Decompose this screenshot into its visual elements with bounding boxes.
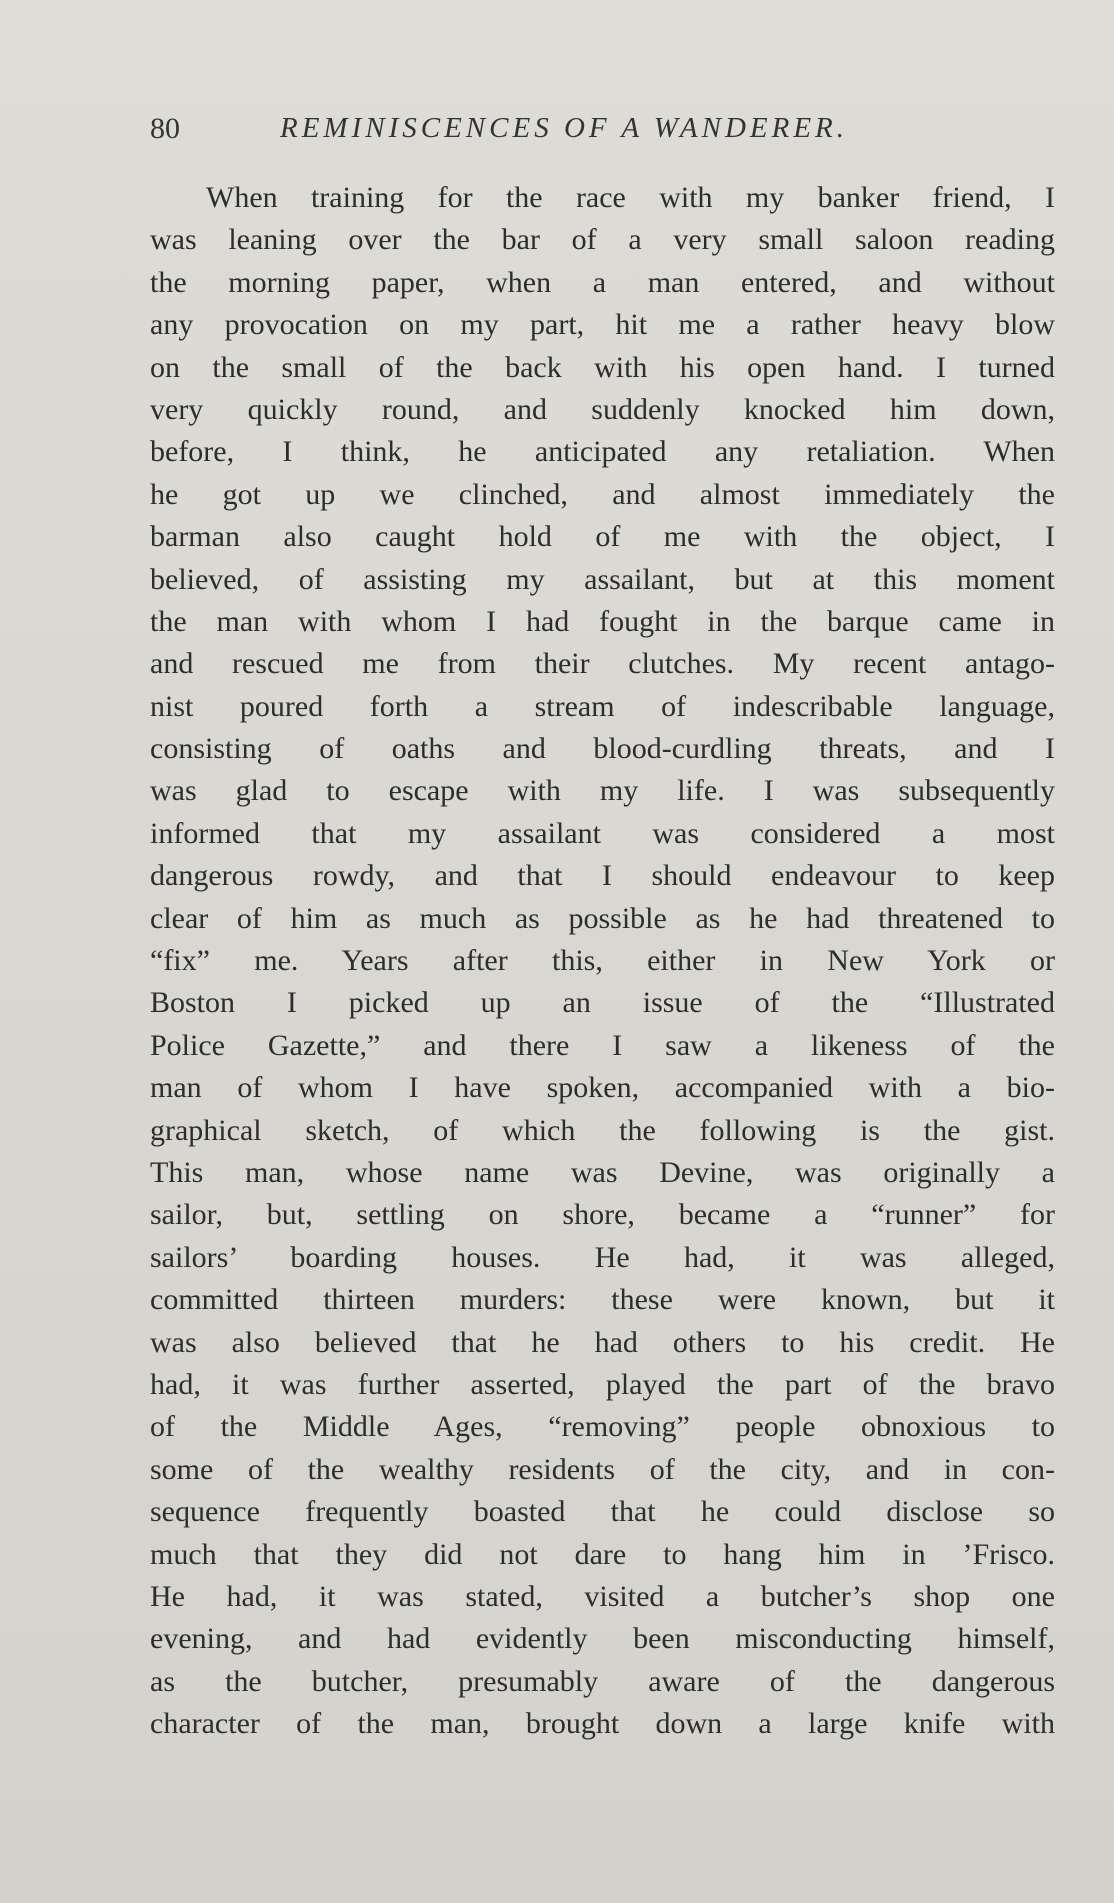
page-header: [150, 112, 930, 152]
text-line: believed, of assisting my assailant, but at this moment: [150, 562, 1055, 596]
body-text: [150, 177, 1055, 1745]
text-line: barman also caught hold of me with the object, I: [150, 520, 1055, 554]
text-line: consisting of oaths and blood-curdling threats, and I: [150, 732, 1055, 766]
text-line: was glad to escape with my life. I was subsequently: [150, 774, 1055, 808]
text-line: of the Middle Ages, “removing” people obnoxious to: [150, 1410, 1055, 1444]
text-line: man of whom I have spoken, accompanied with a bio-: [150, 1071, 1055, 1105]
text-line: and rescued me from their clutches. My recent antago-: [150, 647, 1055, 681]
text-line: the morning paper, when a man entered, and without: [150, 265, 1055, 299]
text-line: nist poured forth a stream of indescribable language,: [150, 689, 1055, 723]
text-line: graphical sketch, of which the following is the gist.: [150, 1113, 1055, 1147]
text-line: clear of him as much as possible as he had threatened to: [150, 901, 1055, 935]
running-title: REMINISCENCES OF A WANDERER.: [280, 112, 849, 144]
text-line: Boston I picked up an issue of the “Illustrated: [150, 986, 1055, 1020]
text-line: very quickly round, and suddenly knocked him down,: [150, 392, 1055, 426]
text-line: committed thirteen murders: these were known, but it: [150, 1283, 1055, 1317]
text-line: was leaning over the bar of a very small saloon reading: [150, 223, 1055, 257]
text-line: Police Gazette,” and there I saw a likeness of the: [150, 1028, 1055, 1062]
text-line: before, I think, he anticipated any retaliation. When: [150, 435, 1055, 469]
text-line: had, it was further asserted, played the part of the bravo: [150, 1367, 1055, 1401]
text-line: as the butcher, presumably aware of the dangerous: [150, 1664, 1055, 1698]
text-line: informed that my assailant was considered a most: [150, 816, 1055, 850]
text-line: he got up we clinched, and almost immediately the: [150, 477, 1055, 511]
text-line: “fix” me. Years after this, either in New York or: [150, 944, 1055, 978]
text-line: sequence frequently boasted that he could disclose so: [150, 1495, 1055, 1529]
text-line: dangerous rowdy, and that I should endeavour to keep: [150, 859, 1055, 893]
text-line: the man with whom I had fought in the barque came in: [150, 604, 1055, 638]
text-line: sailor, but, settling on shore, became a “runner” for: [150, 1198, 1055, 1232]
text-line: on the small of the back with his open hand. I turned: [150, 350, 1055, 384]
page-number: 80: [150, 112, 180, 145]
text-line: When training for the race with my banker friend, I: [206, 181, 1055, 214]
text-line: sailors’ boarding houses. He had, it was alleged,: [150, 1240, 1055, 1274]
text-line: This man, whose name was Devine, was originally a: [150, 1155, 1055, 1189]
text-line: some of the wealthy residents of the city, and in con-: [150, 1452, 1055, 1486]
text-line: any provocation on my part, hit me a rather heavy blow: [150, 308, 1055, 342]
text-line: was also believed that he had others to his credit. He: [150, 1325, 1055, 1359]
text-line: He had, it was stated, visited a butcher’s shop one: [150, 1579, 1055, 1613]
text-line: evening, and had evidently been misconducting himself,: [150, 1622, 1055, 1656]
text-line: much that they did not dare to hang him in ’Frisco.: [150, 1537, 1055, 1571]
text-line: character of the man, brought down a large knife with: [150, 1707, 1055, 1741]
